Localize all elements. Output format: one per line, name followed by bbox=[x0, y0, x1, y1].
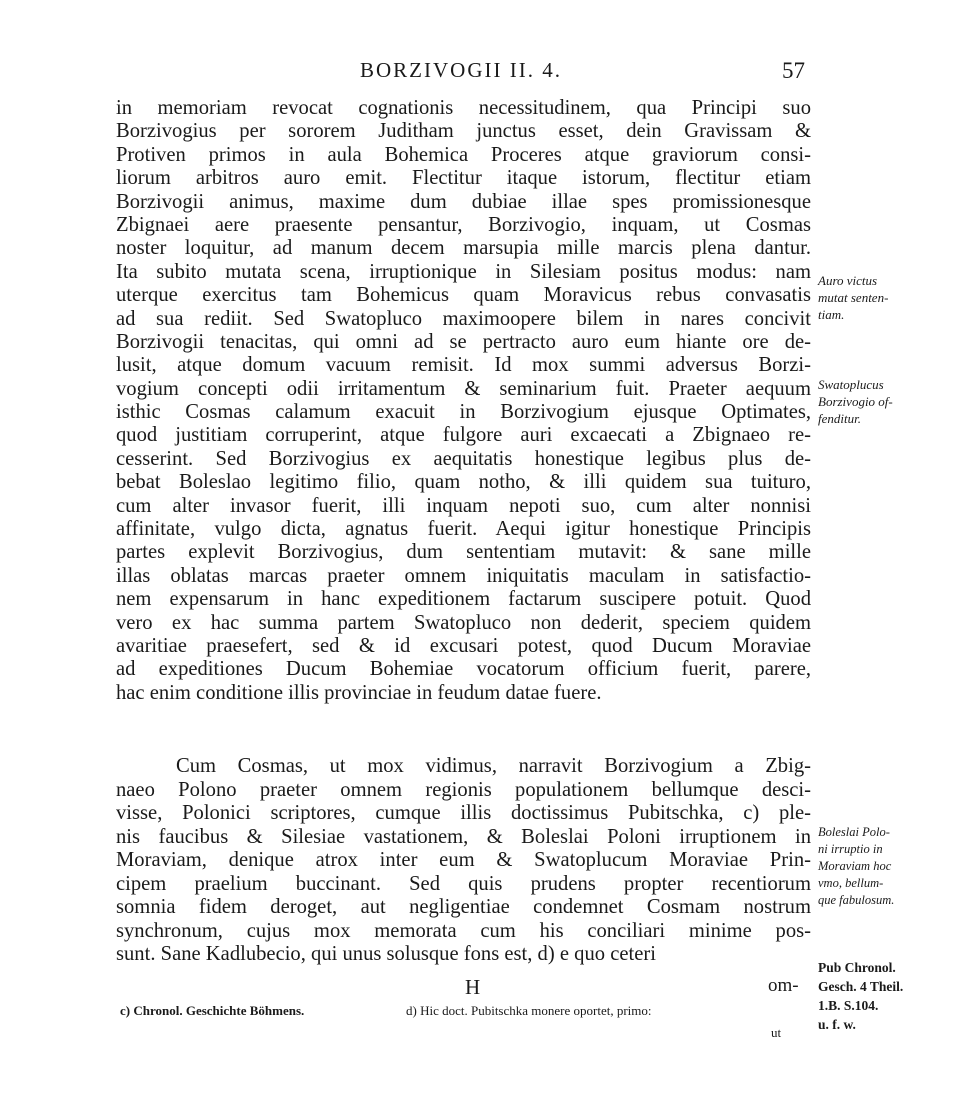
margin-note-1 bbox=[818, 272, 948, 323]
text-line: nem expensarum in hanc expeditionem factarum suscipere potuit. Quod bbox=[116, 588, 811, 611]
text-line: somnia fidem deroget, aut negligentiae condemnet Cosmam nostrum bbox=[116, 896, 811, 918]
margin-note-line: Borzivogio of- bbox=[818, 394, 893, 409]
margin-note-line: Moraviam hoc bbox=[818, 859, 892, 873]
text-line: lusit, atque domum vacuum remisit. Id mox summi adversus Borzi- bbox=[116, 354, 811, 377]
text-line: cesserint. Sed Borzivogius ex aequitatis honestique legibus plus de- bbox=[116, 447, 811, 470]
text-line: bebat Boleslao legitimo filio, quam notho, & illi quidem sua tuituro, bbox=[116, 471, 811, 494]
catchword: om- bbox=[768, 975, 799, 996]
footnote-c: c) Chronol. Geschichte Böhmens. bbox=[120, 1003, 305, 1018]
text-line: sunt. Sane Kadlubecio, qui unus solusque fons est, d) e quo ceteri bbox=[116, 943, 656, 965]
text-line: vero ex hac summa partem Swatopluco non dederit, speciem quidem bbox=[116, 611, 811, 634]
text-line: partes explevit Borzivogius, dum sententiam mutavit: & sane mille bbox=[116, 541, 811, 564]
text-line: quod justitiam corruperint, atque fulgore auri excaecati a Zbignaeo re- bbox=[116, 424, 811, 447]
text-line: isthic Cosmas calamum exacuit in Borzivogium ejusque Optimates, bbox=[116, 401, 811, 424]
margin-note-line: Swatoplucus bbox=[818, 377, 884, 392]
text-line: synchronum, cujus mox memorata cum his conciliari minime pos- bbox=[116, 919, 811, 942]
margin-note-line: Gesch. 4 Theil. bbox=[818, 979, 904, 994]
text-line: liorum arbitros auro emit. Flectitur itaque istorum, flectitur etiam bbox=[116, 167, 811, 190]
margin-note-2 bbox=[818, 376, 948, 427]
text-line: avaritiae praesefert, sed & id excusari potest, quod Ducum Moraviae bbox=[116, 634, 811, 657]
text-line: cipem praelium buccinant. Sed quis prudens propter recentiorum bbox=[116, 872, 811, 895]
paragraph-2 bbox=[116, 755, 811, 967]
text-line: Cum Cosmas, ut mox vidimus, narravit Borzivogium a Zbig- bbox=[176, 755, 811, 777]
text-line: ad expeditiones Ducum Bohemiae vocatorum officium fuerit, parere, bbox=[116, 658, 811, 681]
margin-note-line: vmo, bellum- bbox=[818, 876, 884, 890]
running-head: BORZIVOGII II. 4. bbox=[360, 58, 562, 82]
margin-note-line: tiam. bbox=[818, 307, 845, 322]
text-line: Moraviam, denique atrox inter eum & Swatoplucum Moraviae Prin- bbox=[116, 849, 811, 871]
text-line: hac enim conditione illis provinciae in feudum datae fuere. bbox=[116, 681, 602, 704]
footnote-d: d) Hic doct. Pubitschka monere oportet, primo: bbox=[406, 1003, 652, 1018]
margin-note-line: Pub Chronol. bbox=[818, 960, 896, 975]
text-line: Borzivogii tenacitas, qui omni ad se pertracto auro eum hiante ore de- bbox=[116, 330, 811, 353]
margin-note-line: Boleslai Polo- bbox=[818, 825, 890, 839]
margin-note-line: fenditur. bbox=[818, 411, 861, 426]
text-line: in memoriam revocat cognationis necessitudinem, qua Principi suo bbox=[116, 97, 811, 119]
text-line: visse, Polonici scriptores, cumque illis doctissimus Pubitschka, c) ple- bbox=[116, 802, 811, 824]
margin-note-line: mutat senten- bbox=[818, 290, 889, 305]
margin-note-line: que fabulosum. bbox=[818, 893, 895, 907]
text-line: nis faucibus & Silesiae vastationem, & Boleslai Poloni irruptionem in bbox=[116, 825, 811, 848]
text-line: illas oblatas marcas praeter omnem iniquitatis maculam in satisfactio- bbox=[116, 564, 811, 587]
text-line: vogium concepti odii irritamentum & seminarium fuit. Praeter aequum bbox=[116, 377, 811, 400]
text-line: Protiven primos in aula Bohemica Proceres atque graviorum consi- bbox=[116, 143, 811, 166]
footnote-d-continuation: ut bbox=[771, 1025, 782, 1040]
signature-mark: H bbox=[465, 975, 481, 999]
text-line: uterque exercitus tam Bohemicus quam Moravicus rebus convasatis bbox=[116, 284, 811, 307]
paragraph-1 bbox=[116, 97, 811, 705]
text-line: Borzivogius per sororem Juditham junctus esset, dein Gravissam & bbox=[116, 120, 811, 143]
margin-note-4 bbox=[818, 958, 948, 1034]
text-line: ad sua rediit. Sed Swatopluco maximoopere bilem in nares concivit bbox=[116, 307, 811, 330]
margin-note-line: Auro victus bbox=[818, 273, 878, 288]
text-line: affinitate, vulgo dicta, agnatus fuerit. Aequi igitur honestique Principis bbox=[116, 518, 811, 541]
margin-note-line: ni irruptio in bbox=[818, 842, 883, 856]
text-line: noster loquitur, ad manum decem marsupia mille marcis plena dantur. bbox=[116, 237, 811, 260]
text-line: Zbignaei aere praesente pensantur, Borzivogio, inquam, ut Cosmas bbox=[116, 213, 811, 236]
margin-note-line: u. f. w. bbox=[818, 1017, 856, 1032]
margin-note-3 bbox=[818, 824, 948, 909]
text-line: Borzivogii animus, maxime dum dubiae illae spes promissionesque bbox=[116, 190, 811, 213]
page-number: 57 bbox=[782, 58, 805, 83]
text-line: cum alter invasor fuerit, illi inquam nepoti suo, cum alter nonnisi bbox=[116, 494, 811, 517]
text-line: naeo Polono praeter omnem regionis populationem bellumque desci- bbox=[116, 778, 811, 801]
text-line: Ita subito mutata scena, irruptionique in Silesiam positus modus: nam bbox=[116, 260, 811, 283]
margin-note-line: 1.B. S.104. bbox=[818, 998, 879, 1013]
